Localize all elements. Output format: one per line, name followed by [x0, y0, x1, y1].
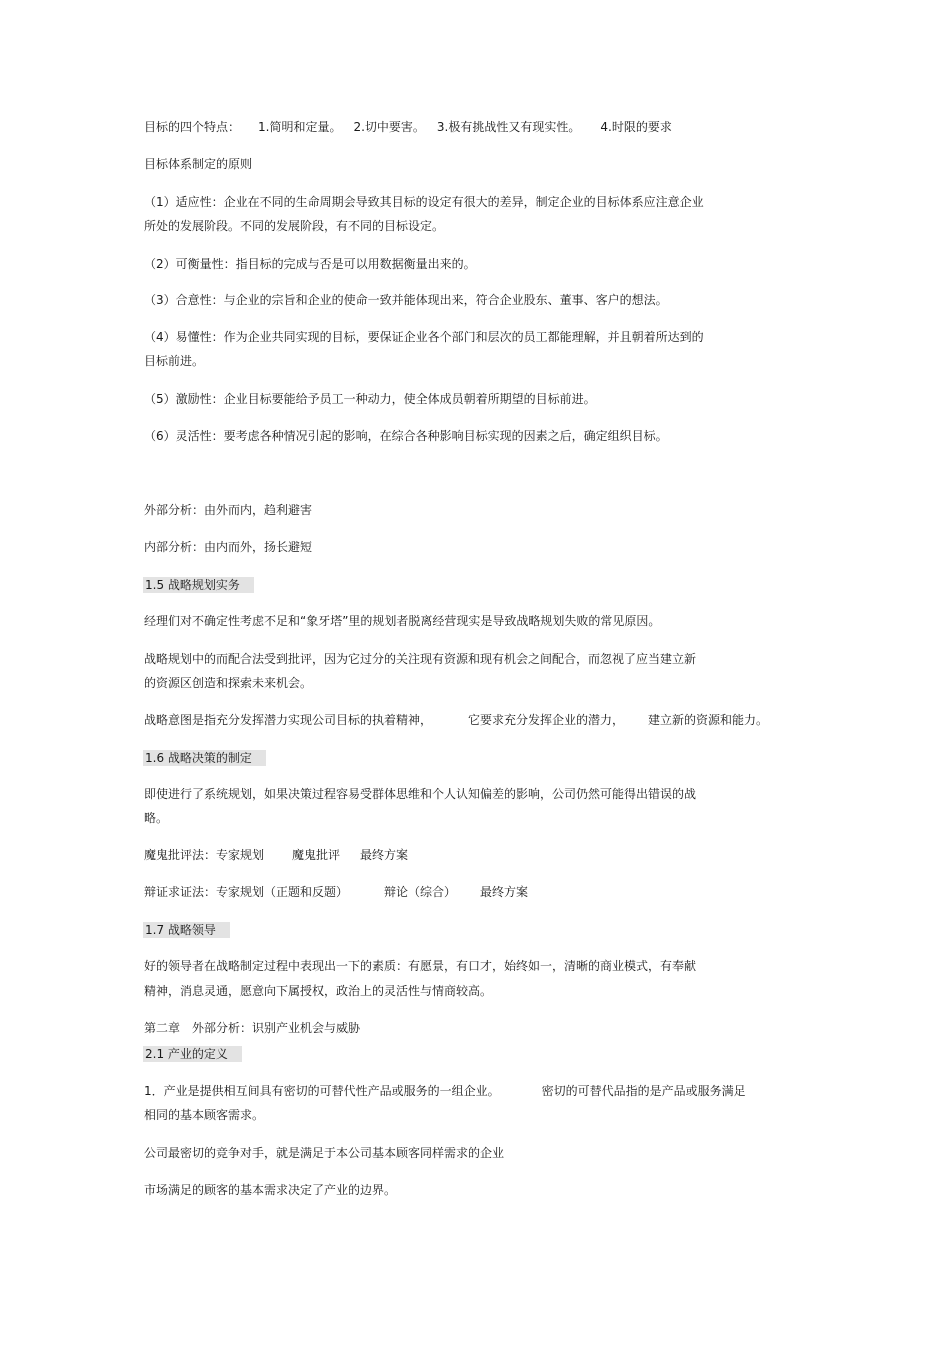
- paragraph: （6）灵活性：要考虑各种情况引起的影响，在综合各种影响目标实现的因素之后，确定组织目标。: [144, 429, 668, 443]
- dialectic-inquiry-line: [144, 884, 528, 900]
- text: 辩证求证法：专家规划（正题和反题）: [144, 885, 349, 899]
- chapter-title: 第二章 外部分析：识别产业机会与威胁: [144, 1021, 361, 1035]
- paragraph: （5）激励性：企业目标要能给予员工一种动力，使全体成员朝着所期望的目标前进。: [144, 392, 596, 406]
- text: 目标的四个特点：: [144, 120, 241, 134]
- paragraph: 战略规划中的而配合法受到批评，因为它过分的关注现有资源和现有机会之间配合，而忽视了应当建立新: [144, 652, 697, 666]
- paragraph: （3）合意性：与企业的宗旨和企业的使命一致并能体现出来，符合企业股东、董事、客户的想法。: [144, 293, 668, 307]
- text: 魔鬼批评法：专家规划: [144, 848, 265, 862]
- text: 战略意图是指充分发挥潜力实现公司目标的执着精神，: [144, 713, 433, 727]
- text: 3.极有挑战性又有现实性。: [436, 120, 581, 134]
- paragraph: 目标前进。: [144, 354, 205, 368]
- text: 1．产业是提供相互间具有密切的可替代性产品或服务的一组企业。: [144, 1084, 500, 1098]
- paragraph: 相同的基本顾客需求。: [144, 1108, 265, 1122]
- paragraph: 公司最密切的竞争对手，就是满足于本公司基本顾客同样需求的企业: [144, 1146, 505, 1160]
- text: 最终方案: [480, 885, 529, 899]
- paragraph: 外部分析：由外而内，趋利避害: [144, 503, 313, 517]
- paragraph: 好的领导者在战略制定过程中表现出一下的素质：有愿景，有口才，始终如一，清晰的商业模式，有奉献: [144, 959, 697, 973]
- text: 辩论（综合）: [384, 885, 457, 899]
- paragraph: 略。: [144, 811, 169, 825]
- section-heading-1-7: 1.7 战略领导: [143, 922, 230, 938]
- text: 魔鬼批评: [292, 848, 341, 862]
- paragraph: 所处的发展阶段。不同的发展阶段，有不同的目标设定。: [144, 219, 445, 233]
- industry-definition-line: [144, 1083, 746, 1099]
- section-heading-2-1: 2.1 产业的定义: [143, 1046, 242, 1062]
- paragraph: （2）可衡量性：指目标的完成与否是可以用数据衡量出来的。: [144, 257, 476, 271]
- paragraph: 内部分析：由内而外，扬长避短: [144, 540, 313, 554]
- text: 4.时限的要求: [600, 120, 672, 134]
- devil-advocacy-line: [144, 847, 408, 863]
- paragraph: 经理们对不确定性考虑不足和“象牙塔”里的规划者脱离经营现实是导致战略规划失败的常见原因。: [144, 614, 661, 628]
- text: 最终方案: [360, 848, 409, 862]
- paragraph: （4）易懂性：作为企业共同实现的目标，要保证企业各个部门和层次的员工都能理解，并且朝着所达到的: [144, 330, 704, 344]
- paragraph: 目标体系制定的原则: [144, 157, 253, 171]
- text: 2.切中要害。: [353, 120, 425, 134]
- section-heading-1-5: 1.5 战略规划实务: [143, 577, 254, 593]
- text: 它要求充分发挥企业的潜力，: [468, 713, 625, 727]
- text: 1.简明和定量。: [258, 120, 342, 134]
- paragraph: 市场满足的顾客的基本需求决定了产业的边界。: [144, 1183, 397, 1197]
- paragraph: 即使进行了系统规划，如果决策过程容易受群体思维和个人认知偏差的影响，公司仍然可能得出错误的战: [144, 787, 697, 801]
- paragraph: 的资源区创造和探索未来机会。: [144, 676, 313, 690]
- text: 建立新的资源和能力。: [648, 713, 769, 727]
- paragraph: （1）适应性：企业在不同的生命周期会导致其目标的设定有很大的差异，制定企业的目标体系应注意企业: [144, 195, 704, 209]
- target-features-line: [144, 119, 672, 135]
- section-heading-1-6: 1.6 战略决策的制定: [143, 750, 266, 766]
- text: 密切的可替代品指的是产品或服务满足: [541, 1084, 746, 1098]
- strategic-intent-line: [144, 712, 768, 728]
- paragraph: 精神，消息灵通，愿意向下属授权，政治上的灵活性与情商较高。: [144, 984, 493, 998]
